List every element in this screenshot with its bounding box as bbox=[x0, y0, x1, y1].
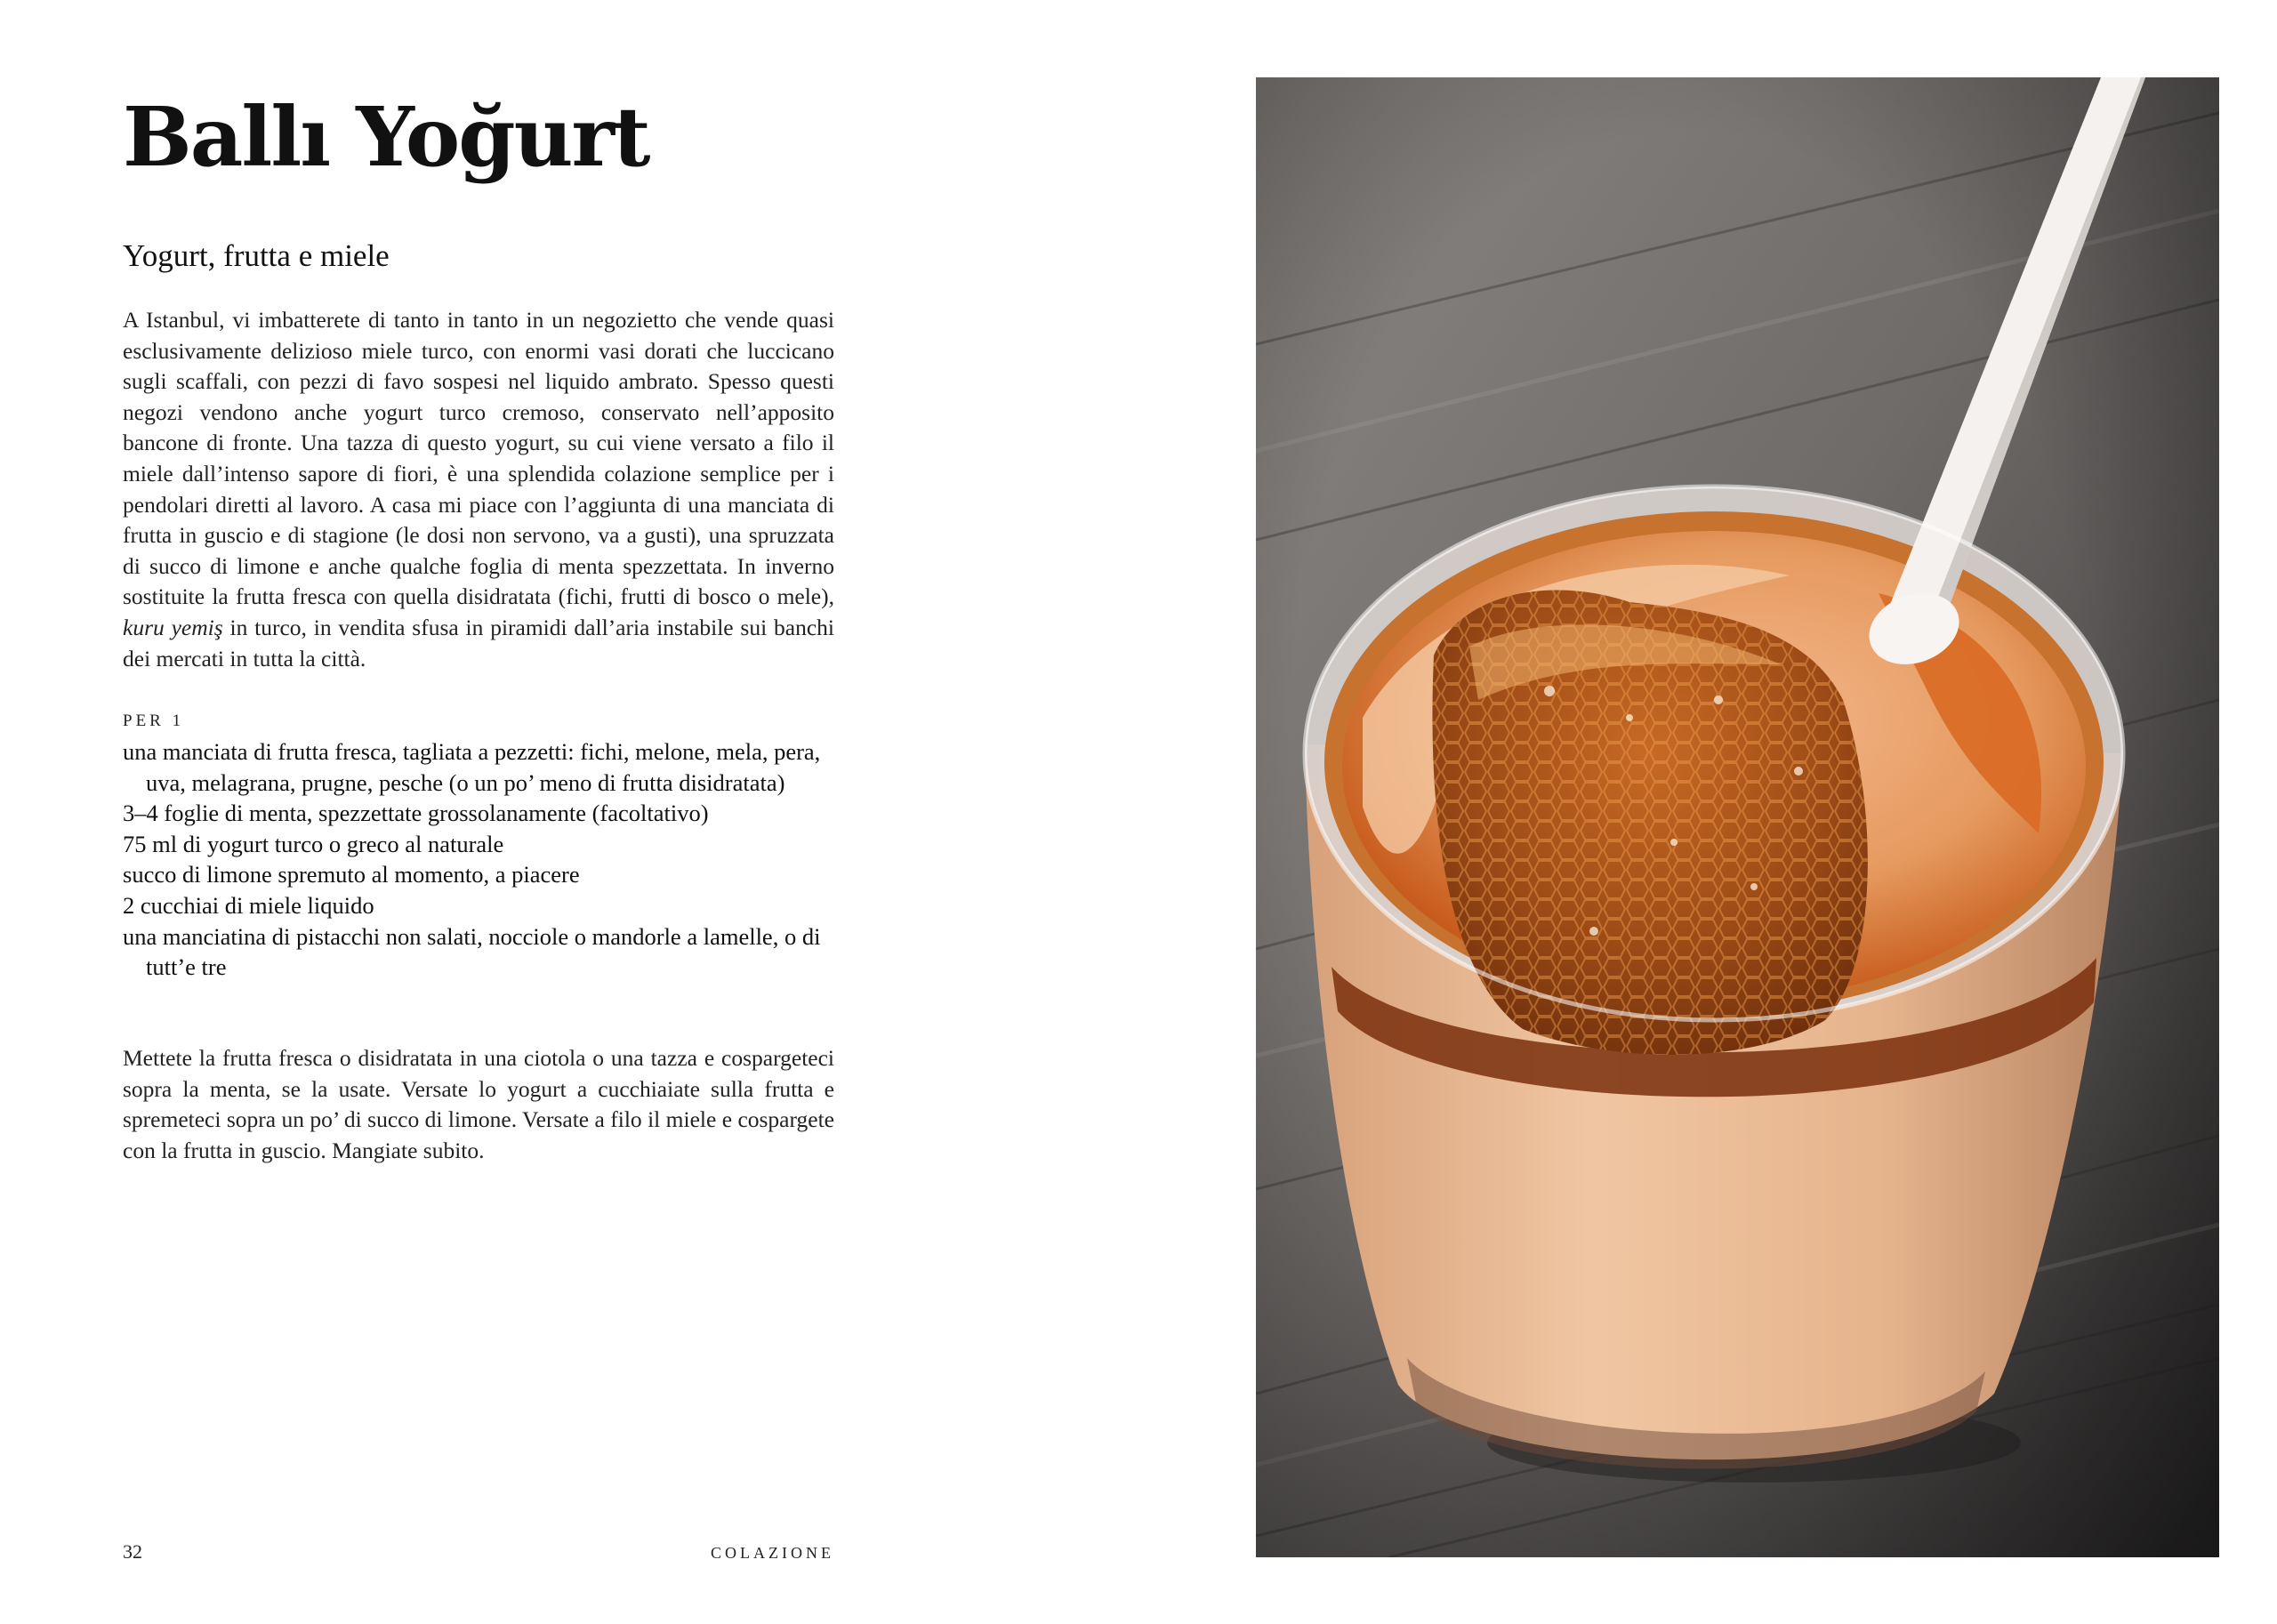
ingredient-item: 75 ml di yogurt turco o greco al naturale bbox=[123, 830, 504, 857]
serves-label: PER 1 bbox=[123, 712, 185, 730]
method-paragraph: Mettete la frutta fresca o disidratata in una ciotola o una tazza e cospargeteci sopra la menta, se la usate. Versate lo yogurt a cucchiaiate sulla frutta e spremeteci sopra un po’ di succo di limone. Versate a filo il miele e cospargete con la frutta in guscio. Mangiate subito. bbox=[123, 1045, 834, 1163]
recipe-title: Ballı Yoğurt bbox=[123, 89, 649, 185]
intro-text: A Istanbul, vi imbatterete di tanto in tanto in un negozietto che vende quasi esclusivamente delizioso miele turco, con enormi vasi dorati che luccicano sugli scaffali, con pezzi di favo sospesi nel liquido ambrato. Spesso questi negozi vendono anche yogurt turco cremoso, conservato nell’apposito bancone di fronte. Una tazza di questo yogurt, su cui viene versato a filo il miele dall’intenso sapore di fiori, è una splendida colazione semplice per i pendolari diretti al lavoro. A casa mi piace con l’aggiunta di una manciata di frutta in guscio e di stagione (le dosi non servono, va a gusti), una spruzzata di succo di limone e anche qualche foglia di menta spezzettata. In inverno sostituite la frutta fresca con quella disidratata (fichi, frutti di bosco o mele), bbox=[123, 307, 834, 610]
text-column bbox=[123, 0, 834, 1624]
intro-turkish-term: kuru yemiş bbox=[123, 614, 223, 640]
ingredient-item: 3–4 foglie di menta, spezzettate grossolanamente (facoltativo) bbox=[123, 800, 709, 827]
recipe-subtitle: Yogurt, frutta e miele bbox=[123, 238, 390, 273]
intro-paragraph bbox=[123, 305, 834, 674]
yogurt-cup-illustration bbox=[1256, 77, 2219, 1557]
ingredients-list bbox=[123, 736, 852, 983]
ingredient-item: una manciatina di pistacchi non salati, nocciole o mandorle a lamelle, o di tutt’e tre bbox=[123, 922, 821, 981]
ingredient-item: succo di limone spremuto al momento, a piacere bbox=[123, 861, 580, 888]
ingredient-item: 2 cucchiai di miele liquido bbox=[123, 891, 374, 919]
recipe-photo bbox=[1256, 77, 2219, 1557]
ingredient-item: una manciata di frutta fresca, tagliata a pezzetti: fichi, melone, mela, pera, uva, melagrana, prugne, pesche (o un po’ meno di frutta disidratata) bbox=[123, 738, 821, 796]
intro-text-end: in turco, in vendita sfusa in piramidi dall’aria instabile sui banchi dei mercati in tutta la città. bbox=[123, 614, 834, 671]
page-number: 32 bbox=[123, 1540, 142, 1563]
running-head: COLAZIONE bbox=[711, 1544, 834, 1562]
